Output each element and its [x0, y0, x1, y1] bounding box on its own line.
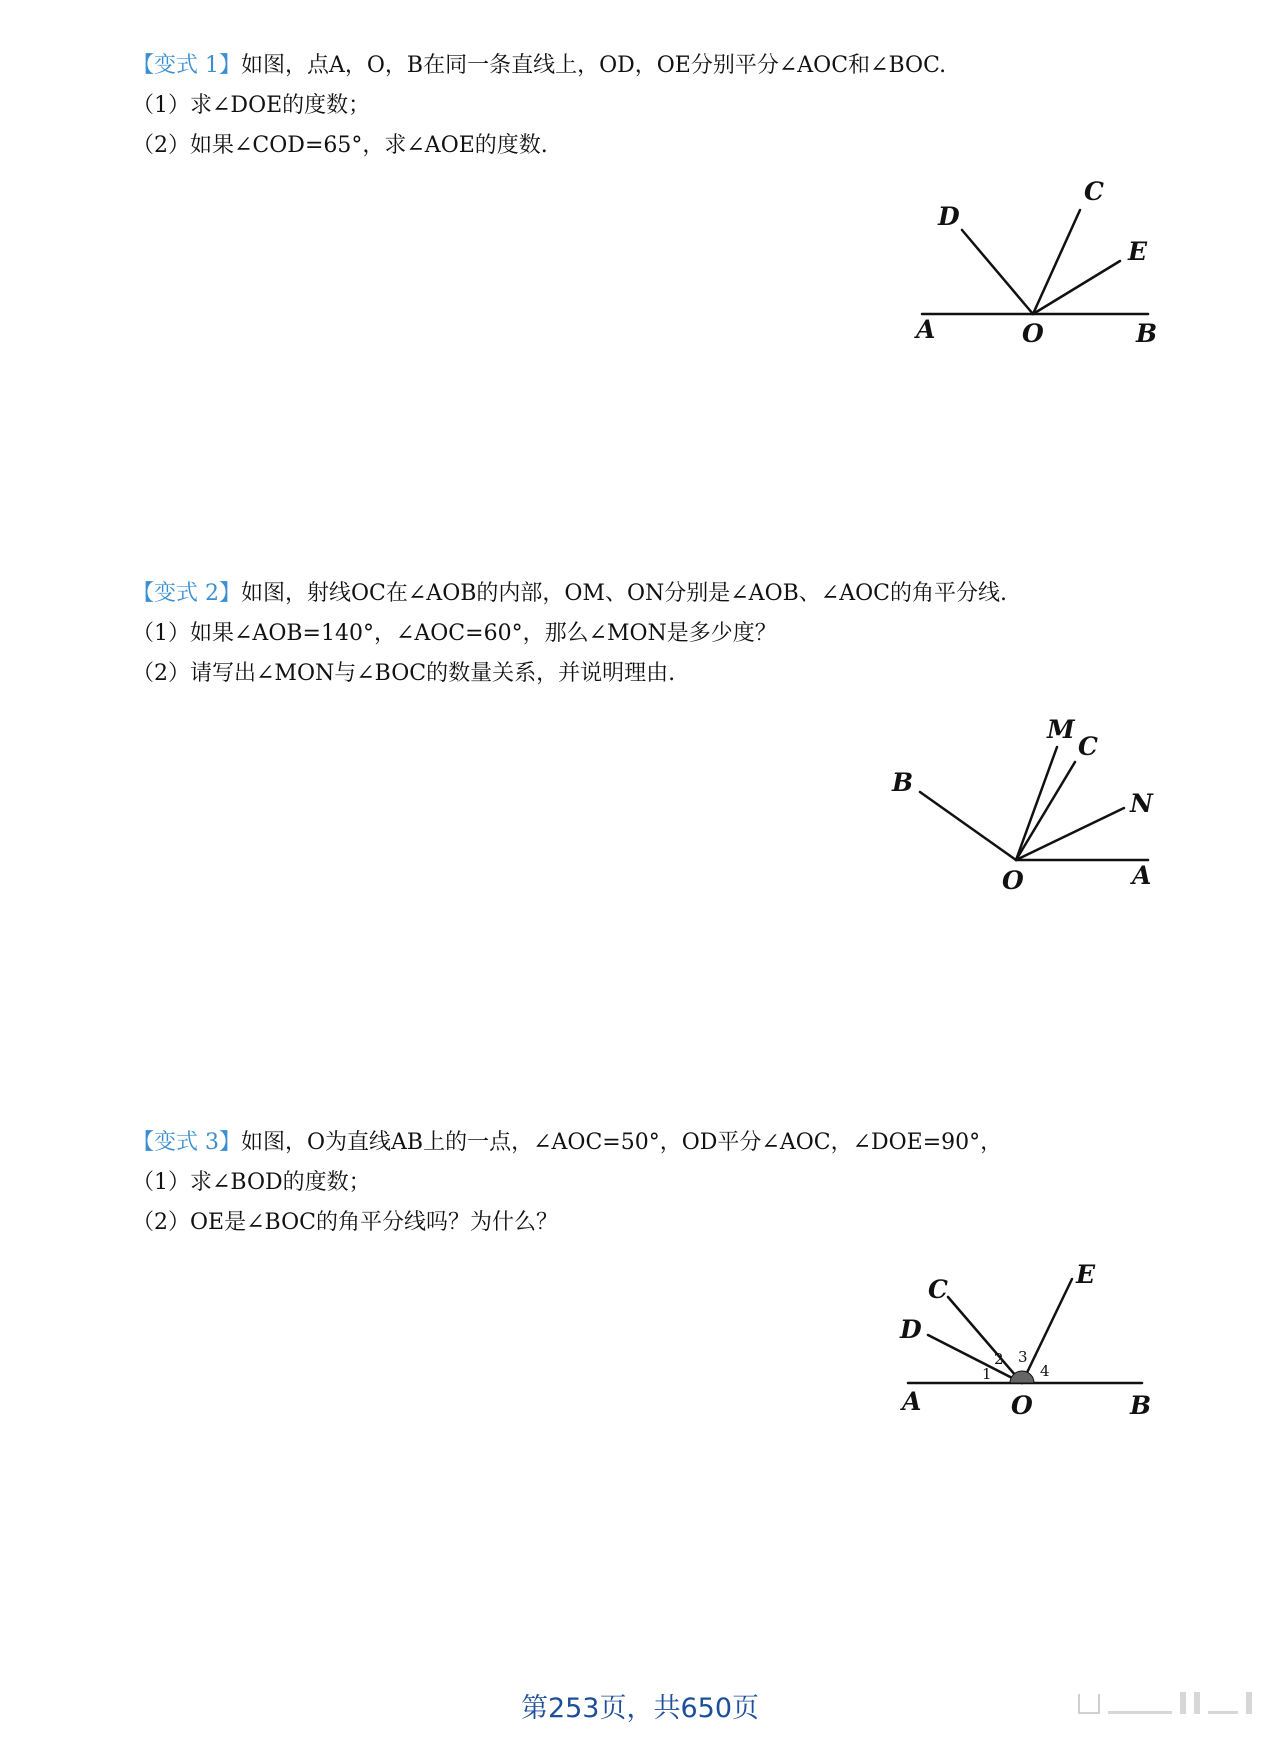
problem-1-figure	[900, 177, 1160, 364]
problem-1-question-2: （2）如果∠COD=65°，求∠AOE的度数.	[132, 133, 548, 158]
problem-2-tag: 【变式 2】	[132, 581, 241, 606]
label-a: A	[902, 1387, 922, 1416]
label-b: B	[1130, 1391, 1152, 1420]
angle-label-3: 3	[1018, 1348, 1028, 1366]
problem-2	[132, 574, 1132, 694]
problem-1-tag: 【变式 1】	[132, 53, 241, 78]
toolbar-mark-2	[1108, 1711, 1172, 1714]
label-m: M	[1047, 715, 1075, 744]
page-number: 第253页，共650页	[520, 1693, 760, 1724]
problem-3	[132, 1123, 1132, 1243]
label-n: N	[1130, 789, 1153, 818]
problem-3-stem: 如图，O为直线AB上的一点，∠AOC=50°，OD平分∠AOC，∠DOE=90°，	[241, 1130, 1003, 1155]
problem-3-question-2: （2）OE是∠BOC的角平分线吗？为什么？	[132, 1210, 558, 1235]
angle-label-2: 2	[994, 1350, 1004, 1368]
label-a: A	[1132, 861, 1152, 890]
label-b: B	[892, 768, 914, 797]
label-c: C	[1078, 732, 1098, 761]
label-e: E	[1128, 237, 1148, 266]
toolbar-mark-1	[1078, 1694, 1100, 1714]
label-e: E	[1076, 1260, 1096, 1289]
problem-3-figure	[890, 1255, 1160, 1429]
toolbar-mark-3	[1180, 1692, 1186, 1714]
problem-2-stem: 如图，射线OC在∠AOB的内部，OM、ON分别是∠AOB、∠AOC的角平分线.	[241, 581, 1007, 606]
label-o: O	[1022, 319, 1044, 348]
ray-ob	[920, 792, 1016, 860]
toolbar-mark-6	[1246, 1692, 1252, 1714]
problem-2-figure	[880, 712, 1160, 906]
toolbar-mark-4	[1194, 1692, 1200, 1714]
problem-3-tag: 【变式 3】	[132, 1130, 241, 1155]
label-o: O	[1011, 1391, 1033, 1420]
problem-1-stem: 如图，点A，O，B在同一条直线上，OD，OE分别平分∠AOC和∠BOC.	[241, 53, 947, 78]
angle-label-1: 1	[982, 1365, 992, 1383]
angle-label-4: 4	[1040, 1362, 1050, 1380]
label-d: D	[938, 202, 960, 231]
toolbar-mark-5	[1208, 1711, 1238, 1714]
ray-od	[928, 1335, 1022, 1383]
problem-1-question-1: （1）求∠DOE的度数；	[132, 93, 371, 118]
label-c: C	[1084, 177, 1104, 206]
label-o: O	[1002, 866, 1024, 895]
problem-2-question-2: （2）请写出∠MON与∠BOC的数量关系，并说明理由.	[132, 661, 676, 686]
problem-2-question-1: （1）如果∠AOB=140°，∠AOC=60°，那么∠MON是多少度？	[132, 621, 777, 646]
label-c: C	[928, 1275, 948, 1304]
problem-1	[132, 46, 1132, 166]
problem-3-question-1: （1）求∠BOD的度数；	[132, 1170, 371, 1195]
label-b: B	[1136, 319, 1158, 348]
label-a: A	[916, 315, 936, 344]
scroll-toolbar	[1078, 1692, 1252, 1714]
label-d: D	[900, 1315, 922, 1344]
ray-od	[962, 230, 1033, 314]
